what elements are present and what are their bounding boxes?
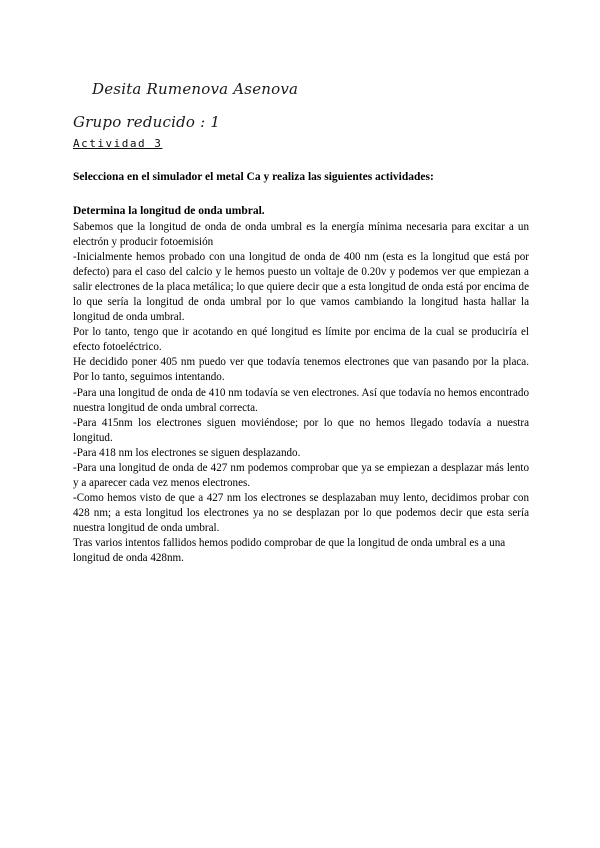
paragraph: -Para 415nm los electrones siguen moviéndose; por lo que no hemos llegado todavía a nuestra longitud. (73, 416, 529, 444)
activity-title: Actividad 3 (73, 137, 163, 150)
paragraph: -Para una longitud de onda de 410 nm todavía se ven electrones. Así que todavía no hemos encontrado nuestra longitud de onda umbral correcta. (73, 386, 529, 414)
group-label: Grupo reducido : 1 (73, 113, 221, 131)
paragraph: -Como hemos visto de que a 427 nm los electrones se desplazaban muy lento, decidimos probar con 428 nm; a esta longitud los electrones ya no se desplazan por lo que podemos decir que esta sería nuestra longitud de onda umbral. (73, 491, 529, 534)
paragraph: -Para una longitud de onda de 427 nm podemos comprobar que ya se empiezan a desplazar más lento y a aparecer cada vez menos electrones. (73, 461, 529, 489)
paragraph: -Inicialmente hemos probado con una longitud de onda de 400 nm (esta es la longitud que está por defecto) para el caso del calcio y le hemos puesto un voltaje de 0.20v y podemos ver que empiezan a salir electrones de la placa metálica; lo que quiere decir que a esta longitud de onda está por encima de lo que sería la longitud de onda umbral por lo que vamos cambiando la longitud hasta hallar la longitud de onda umbral. (73, 251, 529, 324)
paragraph: Tras varios intentos fallidos hemos podido comprobar de que la longitud de onda umbral es a una longitud de onda 428nm. (73, 536, 506, 565)
paragraph: Por lo tanto, tengo que ir acotando en qué longitud es límite por encima de la cual se produciría el efecto fotoeléctrico. (73, 326, 529, 354)
paragraph: -Para 418 nm los electrones se siguen desplazando. (73, 446, 301, 459)
body-text (73, 220, 529, 566)
paragraph: He decidido poner 405 nm puedo ver que todavía tenemos electrones que van pasando por la placa. Por lo tanto, seguimos intentando. (73, 356, 529, 384)
section-title: Determina la longitud de onda umbral. (73, 205, 265, 217)
author-name: Desita Rumenova Asenova (92, 80, 299, 98)
instruction-text: Selecciona en el simulador el metal Ca y realiza las siguientes actividades: (73, 171, 434, 183)
paragraph: Sabemos que la longitud de onda de onda umbral es la energía mínima necesaria para excitar a un electrón y producir fotoemisión (73, 221, 529, 249)
